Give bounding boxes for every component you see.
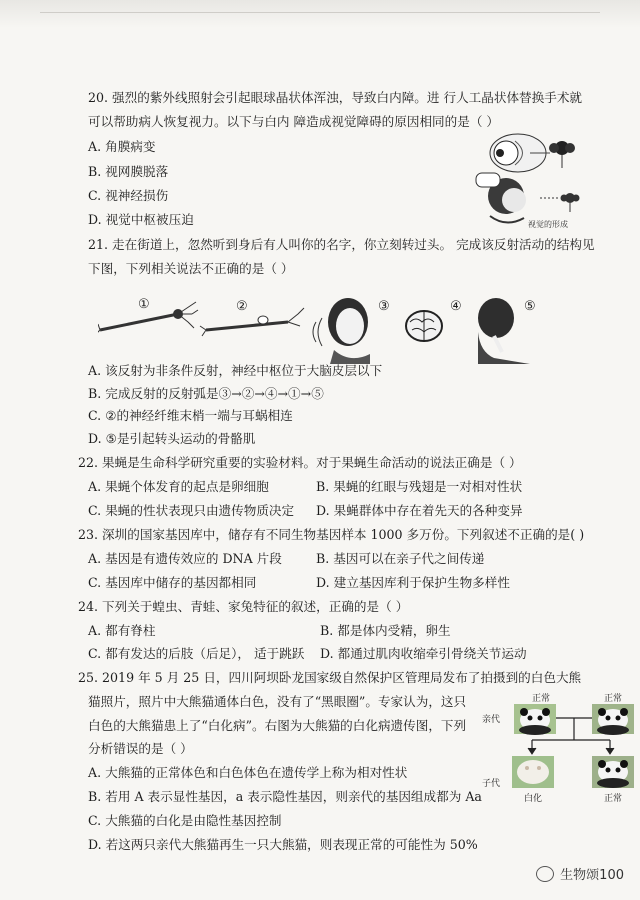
label-5: ⑤ [524,299,536,314]
panda-pedigree-chart [480,690,636,818]
q25-option-c: C. 大熊猫的白化是由隐性基因控制 [88,813,282,828]
q25-option-b: B. 若用 A 表示显性基因，a 表示隐性基因，则亲代的基因组成都为 Aa [88,789,482,804]
watermark [536,864,624,883]
q24-option-b: B. 都是体内受精，卵生 [320,623,451,638]
q24-option-c: C. 都有发达的后肢（后足）， 适于跳跃 [88,646,305,661]
q22-stem: 22. 果蝇是生命科学研究重要的实验材料。对于果蝇生命活动的说法正确是（ ） [78,455,522,470]
turning-head-icon [478,298,530,364]
q25-option-a: A. 大熊猫的正常体色和白色体色在遗传学上称为相对性状 [88,765,408,780]
listening-woman-icon [313,298,370,364]
q25-stem-line4: 分析错误的是（ ） [88,741,193,756]
q25-stem-line1: 25. 2019 年 5 月 25 日，四川阿坝卧龙国家级自然保护区管理局发布了拍摄到的白色大熊 [78,670,582,685]
q21-option-b: B. 完成反射的反射弧是③→②→④→①→⑤ [88,386,324,401]
q20-option-c: C. 视神经损伤 [88,188,169,203]
q22-option-c: C. 果蝇的性状表现只由遗传物质决定 [88,503,295,518]
q22-option-a: A. 果蝇个体发育的起点是卵细胞 [88,479,269,494]
label-3: ③ [378,299,390,314]
q20-option-a: A. 角膜病变 [88,139,156,154]
q21-stem-line2: 下图，下列相关说法不正确的是（ ） [88,261,294,276]
q25-option-d: D. 若这两只亲代大熊猫再生一只大熊猫，则表现正常的可能性为 50% [88,837,478,852]
wechat-icon [536,866,554,882]
normal-panda-parent-1 [514,704,556,735]
q21-option-c: C. ②的神经纤维末梢一端与耳蜗相连 [88,408,293,423]
neuron-2-icon [200,308,304,336]
q24-option-a: A. 都有脊柱 [88,623,156,638]
q20-stem-line1: 20. 强烈的紫外线照射会引起眼球晶状体浑浊，导致白内障。进 行人工晶状体替换手术就 [88,90,583,105]
vision-formation-figure [470,128,594,232]
parent-generation-label: 亲代 [482,715,501,725]
q23-option-b: B. 基因可以在亲子代之间传递 [316,551,485,566]
label-1: ① [138,297,150,312]
q23-option-a: A. 基因是有遗传效应的 DNA 片段 [88,551,282,566]
q21-option-d: D. ⑤是引起转头运动的骨骼肌 [88,431,256,446]
albino-label: 白化 [524,794,543,804]
page-fold-shadow [0,0,640,28]
q24-option-d: D. 都通过肌肉收缩牵引骨绕关节运动 [320,646,527,661]
brain-icon [406,311,442,341]
q23-stem: 23. 深圳的国家基因库中，储存有不同生物基因样本 1000 多万份。下列叙述不正确的是( ) [78,527,585,542]
q21-option-a: A. 该反射为非条件反射，神经中枢位于大脑皮层以下 [88,363,383,378]
reflex-arc-figure [98,292,558,364]
child-normal-label: 正常 [604,794,623,804]
label-4: ④ [450,299,462,314]
normal-panda-child [592,756,634,788]
child-generation-label: 子代 [482,779,501,789]
q21-stem-line1: 21. 走在街道上，忽然听到身后有人叫你的名字，你立刻转过头。 完成该反射活动的结构见 [88,237,595,252]
q23-option-d: D. 建立基因库利于保护生物多样性 [316,575,510,590]
label-2: ② [236,299,248,314]
q22-option-b: B. 果蝇的红眼与残翅是一对相对性状 [316,479,523,494]
q20-stem-line2: 可以帮助病人恢复视力。以下与白内 障造成视觉障碍的原因相同的是（ ） [88,114,500,129]
parent-normal-label-2: 正常 [604,694,623,704]
q25-stem-line3: 白色的大熊猫患上了“白化病”。右图为大熊猫的白化病遗传图，下列 [88,718,467,733]
watermark-text: 生物颂100 [560,868,624,883]
normal-panda-parent-2 [592,704,634,735]
q20-option-b: B. 视网膜脱落 [88,164,169,179]
q23-option-c: C. 基因库中储存的基因都相同 [88,575,257,590]
albino-panda-child [512,756,554,788]
parent-normal-label-1: 正常 [532,694,551,704]
vision-figure-caption: 视觉的形成 [528,220,568,229]
q20-option-d: D. 视觉中枢被压迫 [88,212,194,227]
q22-option-d: D. 果蝇群体中存在着先天的各种变异 [316,503,523,518]
q24-stem: 24. 下列关于蝗虫、青蛙、家兔特征的叙述，正确的是（ ） [78,599,409,614]
q25-stem-line2: 猫照片，照片中大熊猫通体白色，没有了“黑眼圈”。专家认为，这只 [88,694,467,709]
